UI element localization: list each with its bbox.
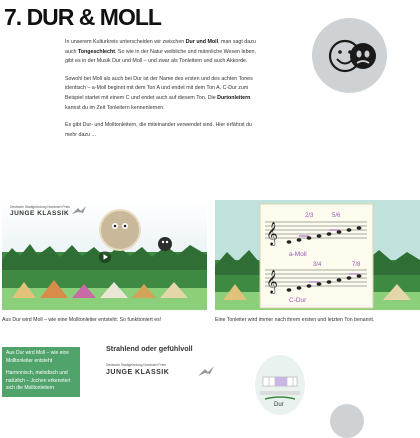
- play-button[interactable]: [99, 250, 111, 268]
- intro-paragraph-1: In unserem Kulturkreis unterscheiden wir zwischen Dur und Moll, man sagt dazu auch Tongeschlecht. So wie in der Natur weibliche und männliche Wesen leben, gibt es in der Musik Dur und Moll – und zwar als Tonleitern und auch Akkorde.: [65, 39, 256, 65]
- smiley-illustration: [312, 18, 387, 93]
- brand-junge-klassik: JUNGE KLASSIK: [10, 210, 70, 217]
- video-thumbnail: [215, 200, 420, 310]
- intro-paragraph-2: Sowohl bei Moll als auch bei Dur ist der Name des ersten und des achten Tones identisch – a-Moll beginnt mit dem Ton A und endet mit dem Ton A, C-Dur zum Beispiel startet mit einem C und endet auch auf diesem Ton. Die Durtonleitern kannst du im Zeit Tonleitern kennenlernen.: [65, 75, 253, 111]
- section-heading: Strahlend oder gefühlvoll: [106, 344, 193, 353]
- label-moll: a-Moll: [289, 251, 307, 258]
- decor-circle: [330, 404, 364, 438]
- bird-logo-icon: [72, 206, 86, 216]
- intro-paragraph-3: Es gibt Dur- und Molltonleitern, die miteinander verwendet sind. Hier erfährst du mehr dazu ...: [65, 122, 252, 138]
- interval-dur-1: 3/4: [313, 262, 322, 268]
- dur-label: Dur: [274, 402, 284, 408]
- play-icon: [99, 251, 111, 263]
- character-avatar: [100, 210, 140, 250]
- sidebar-button-dur-moll[interactable]: Aus Dur wird Moll – wie eine Molltonleiter entsteht: [2, 347, 80, 368]
- interval-dur-2: 7/8: [352, 262, 361, 268]
- dur-thumbnail[interactable]: [255, 355, 305, 415]
- brand-junge-klassik: JUNGE KLASSIK: [106, 369, 170, 376]
- bird-logo-icon: [198, 366, 214, 378]
- video-caption-2: Eine Tonleiter wird immer nach ihrem ersten und letzten Ton benannt.: [215, 317, 375, 323]
- interval-moll-2: 5/6: [332, 213, 341, 219]
- video-tonleiter[interactable]: [215, 200, 420, 310]
- sidebar-button-molltonleitern[interactable]: Harmonisch, melodisch und natürlich – Jochen erkenntert sich die Molltonleitern: [2, 367, 80, 397]
- page-title: 7. DUR & MOLL: [4, 4, 161, 30]
- video-dur-moll[interactable]: [2, 200, 207, 310]
- brand-small: Deutsche Stadtgründung Nominiert Preis: [106, 363, 166, 367]
- happy-sad-face-icon: [312, 18, 387, 93]
- video-caption-1: Aus Dur wird Moll – wie eine Molltonleiter entsteht: So funktioniert es!: [2, 317, 162, 323]
- svg-text:𝄞: 𝄞: [266, 269, 278, 293]
- interval-moll-1: 2/3: [305, 213, 314, 219]
- brand-small: Deutsche Stadtgründung Nominiert Preis: [10, 205, 70, 209]
- label-dur: C-Dur: [289, 297, 307, 304]
- intro-text: [65, 38, 263, 148]
- svg-text:𝄞: 𝄞: [266, 221, 278, 245]
